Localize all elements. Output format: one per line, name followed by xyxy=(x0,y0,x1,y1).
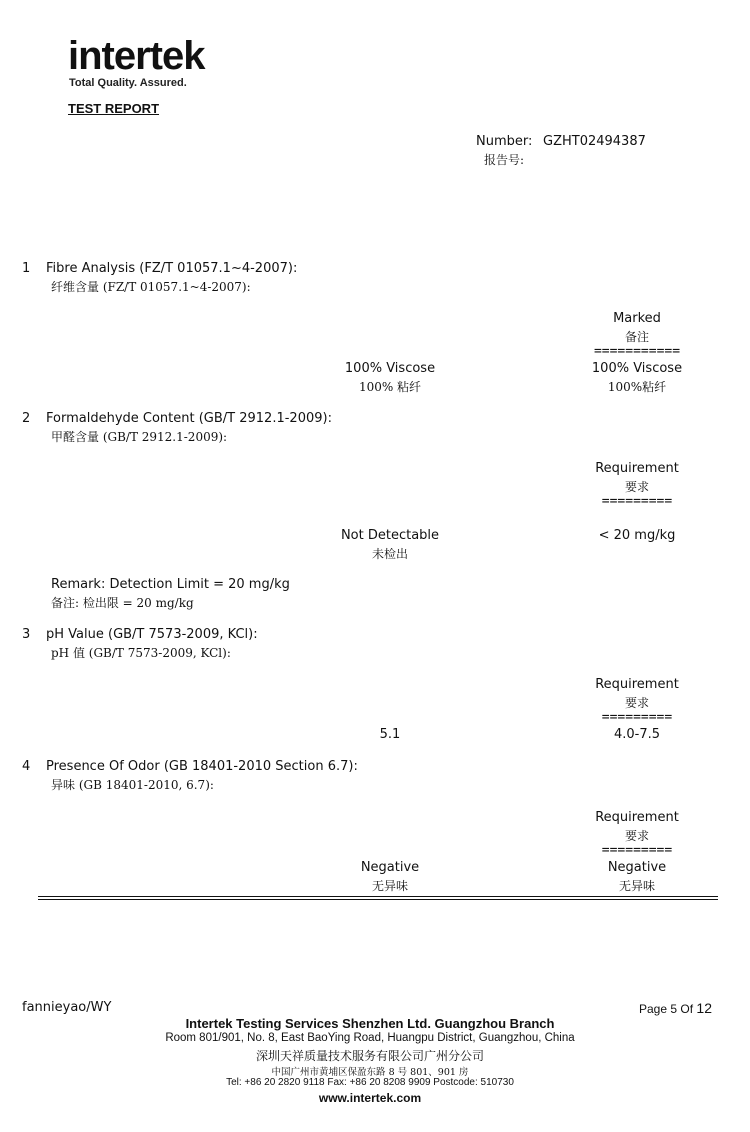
separator: =========== xyxy=(593,344,681,359)
section-number: 4 xyxy=(22,759,31,774)
column-header-cn: 要求 xyxy=(624,696,649,710)
section-title-cn: 异味 (GB 18401-2010, 6.7): xyxy=(51,778,214,792)
separator: ========= xyxy=(601,494,673,509)
logo-tagline: Total Quality. Assured. xyxy=(69,77,187,89)
requirement-value-cn: 无异味 xyxy=(618,879,655,893)
result-value-cn: 100% 粘纤 xyxy=(358,380,422,394)
remark: Remark: Detection Limit = 20 mg/kg xyxy=(51,577,290,592)
requirement-value: < 20 mg/kg xyxy=(598,528,676,543)
requirement-value-cn: 100%粘纤 xyxy=(607,380,667,394)
result-value: 100% Viscose xyxy=(344,361,436,376)
page-total: 12 xyxy=(696,1000,712,1016)
section-title: Formaldehyde Content (GB/T 2912.1-2009): xyxy=(46,411,332,426)
author-initials: fannieyao/WY xyxy=(22,1000,112,1015)
company-address: Room 801/901, No. 8, East BaoYing Road, Huangpu District, Guangzhou, China xyxy=(165,1032,575,1044)
section-title-cn: 甲醛含量 (GB/T 2912.1-2009): xyxy=(51,430,228,444)
column-header: Requirement xyxy=(595,677,679,692)
end-rule-top xyxy=(38,896,718,897)
section-title: Fibre Analysis (FZ/T 01057.1~4-2007): xyxy=(46,261,298,276)
page-title: TEST REPORT xyxy=(68,101,160,116)
result-value: Negative xyxy=(360,860,420,875)
intertek-logo: intertek xyxy=(68,34,205,78)
column-header-cn: 备注 xyxy=(624,330,649,344)
requirement-value: 100% Viscose xyxy=(591,361,683,376)
column-header-cn: 要求 xyxy=(624,480,649,494)
requirement-value: Negative xyxy=(607,860,667,875)
number-label: Number: xyxy=(476,134,533,149)
report-number: GZHT02494387 xyxy=(543,134,646,149)
separator: ========= xyxy=(601,843,673,858)
column-header: Requirement xyxy=(595,461,679,476)
page-indicator xyxy=(639,1000,712,1016)
section-title: pH Value (GB/T 7573-2009, KCl): xyxy=(46,627,258,642)
result-value: 5.1 xyxy=(379,727,401,742)
website-link[interactable]: www.intertek.com xyxy=(318,1091,422,1105)
column-header: Marked xyxy=(613,311,661,326)
result-value: Not Detectable xyxy=(340,528,440,543)
company-contacts: Tel: +86 20 2820 9118 Fax: +86 20 8208 9909 Postcode: 510730 xyxy=(226,1077,514,1088)
column-header-cn: 要求 xyxy=(624,829,649,843)
section-number: 2 xyxy=(22,411,31,426)
section-title: Presence Of Odor (GB 18401-2010 Section 6.7): xyxy=(46,759,358,774)
section-number: 1 xyxy=(22,261,31,276)
requirement-value: 4.0-7.5 xyxy=(613,727,661,742)
company-address-cn: 中国广州市黄埔区保盈东路 8 号 801、901 房 xyxy=(271,1067,469,1078)
column-header: Requirement xyxy=(595,810,679,825)
section-title-cn: 纤维含量 (FZ/T 01057.1~4-2007): xyxy=(51,280,251,294)
remark-cn: 备注: 检出限 = 20 mg/kg xyxy=(51,596,194,610)
company-name-cn: 深圳天祥质量技术服务有限公司广州分公司 xyxy=(255,1049,484,1063)
separator: ========= xyxy=(601,710,673,725)
page-of: Of xyxy=(680,1002,694,1016)
result-value-cn: 未检出 xyxy=(371,547,408,561)
section-number: 3 xyxy=(22,627,31,642)
page-number: 5 xyxy=(670,1002,678,1016)
end-rule-bottom xyxy=(38,899,718,900)
result-value-cn: 无异味 xyxy=(371,879,408,893)
number-label-cn: 报告号: xyxy=(484,153,525,167)
page-word: Page xyxy=(639,1002,668,1016)
section-title-cn: pH 值 (GB/T 7573-2009, KCl): xyxy=(51,646,231,660)
company-name: Intertek Testing Services Shenzhen Ltd. Guangzhou Branch xyxy=(185,1016,555,1031)
